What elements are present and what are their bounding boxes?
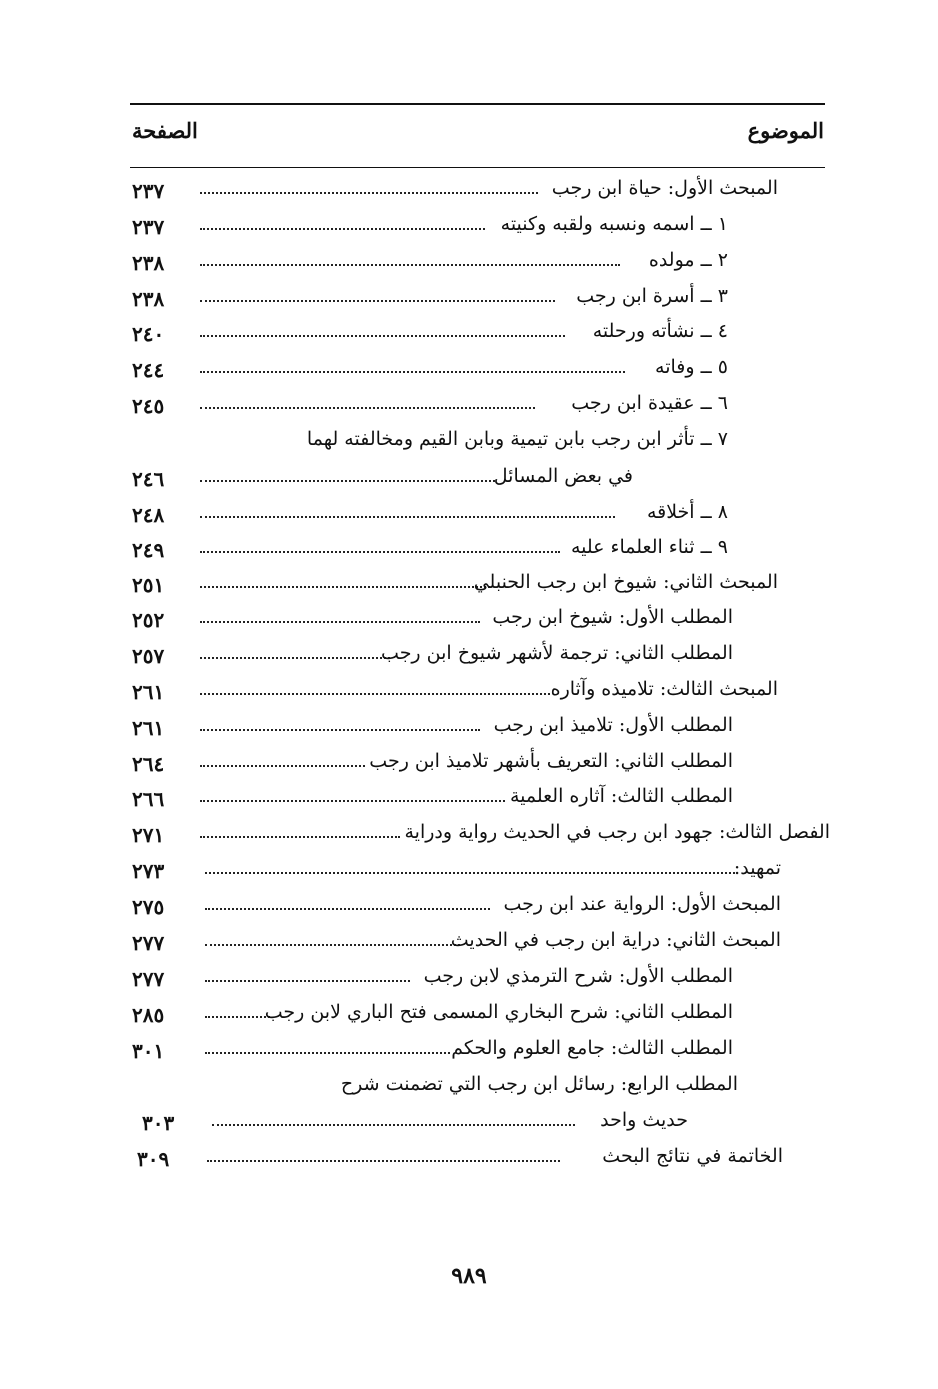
toc-entry-title: المطلب الثاني: ترجمة لأشهر شيوخ ابن رجب — [381, 642, 733, 664]
toc-page-number: ٢٣٧ — [132, 179, 165, 203]
toc-page-number: ٣٠٩ — [137, 1147, 170, 1171]
toc-entry — [0, 318, 938, 352]
toc-entry — [0, 640, 938, 674]
toc-leader — [200, 300, 555, 302]
toc-entry-title: ١ ــ اسمه ونسبه ولقبه وكنيته — [500, 213, 728, 235]
toc-entry-title: تمهيد: — [733, 857, 781, 879]
toc-leader — [205, 1016, 270, 1018]
toc-page-number: ٢٣٨ — [132, 251, 165, 275]
toc-entry — [0, 604, 938, 638]
toc-entry-title: الفصل الثالث: جهود ابن رجب في الحديث رواية ودراية — [404, 821, 830, 843]
toc-page-number: ٢٤٨ — [132, 503, 165, 527]
toc-page-number: ٢٧٥ — [132, 895, 165, 919]
toc-entry — [0, 855, 938, 889]
toc-entry — [0, 676, 938, 710]
toc-leader — [200, 335, 565, 337]
toc-entry-title: المبحث الأول: حياة ابن رجب — [551, 177, 778, 199]
toc-page-number: ٣٠١ — [132, 1039, 165, 1063]
toc-entry-title: المطلب الثالث: جامع العلوم والحكم — [451, 1037, 733, 1059]
toc-leader — [200, 657, 390, 659]
toc-entry-title: ٢ ــ مولده — [648, 249, 728, 271]
top-rule — [130, 103, 825, 105]
toc-entry — [0, 819, 938, 853]
toc-entry — [0, 1071, 938, 1105]
toc-entry-title: المطلب الثالث: آثاره العلمية — [509, 785, 733, 807]
toc-entry-title: المطلب الثاني: التعريف بأشهر تلاميذ ابن رجب — [369, 750, 733, 772]
toc-leader — [205, 872, 735, 874]
toc-page-number: ٢٧٣ — [132, 859, 165, 883]
toc-leader — [205, 944, 460, 946]
toc-entry — [0, 569, 938, 603]
toc-page-number: ٢٧٧ — [132, 967, 165, 991]
toc-leader — [200, 407, 535, 409]
toc-page-number: ٢٤٠ — [132, 322, 165, 346]
toc-leader — [212, 1124, 575, 1126]
toc-leader — [200, 480, 495, 482]
toc-leader — [200, 371, 625, 373]
toc-entry-title: المبحث الثالث: تلاميذه وآثاره — [550, 678, 778, 700]
toc-page-number: ٢٥١ — [132, 573, 165, 597]
toc-page-number: ٢٤٤ — [132, 358, 165, 382]
toc-entry — [0, 354, 938, 388]
toc-leader — [205, 980, 410, 982]
toc-entry — [0, 748, 938, 782]
toc-entry — [0, 783, 938, 817]
toc-entry — [0, 891, 938, 925]
toc-page-number: ٢٦٦ — [132, 787, 165, 811]
toc-entry-title: المطلب الأول: شرح الترمذي لابن رجب — [423, 965, 733, 987]
toc-entry-title: المطلب الأول: تلاميذ ابن رجب — [493, 714, 733, 736]
toc-entry-title: المطلب الرابع: رسائل ابن رجب التي تضمنت شرح — [340, 1073, 738, 1095]
page-column-header: الصفحة — [132, 118, 198, 143]
toc-entry-title: حديث واحد — [600, 1109, 688, 1131]
page-number: ٩٨٩ — [451, 1263, 487, 1289]
toc-entry-title: المبحث الأول: الرواية عند ابن رجب — [503, 893, 781, 915]
toc-page-number: ٢٦٤ — [132, 752, 165, 776]
toc-entry-title: المطلب الثاني: شرح البخاري المسمى فتح الباري لابن رجب — [264, 1001, 733, 1023]
topic-column-header: الموضوع — [747, 118, 824, 143]
toc-entry-title: المبحث الثاني: دراية ابن رجب في الحديث — [450, 929, 781, 951]
toc-page-number: ٣٠٣ — [142, 1111, 175, 1135]
toc-leader — [200, 192, 538, 194]
toc-leader — [205, 908, 490, 910]
toc-entry-title: ٦ ــ عقيدة ابن رجب — [571, 392, 728, 414]
toc-entry — [0, 247, 938, 281]
toc-leader — [200, 551, 560, 553]
toc-entry — [0, 463, 938, 497]
toc-leader — [200, 800, 505, 802]
toc-page-number: ٢٣٧ — [132, 215, 165, 239]
toc-page-number: ٢٥٧ — [132, 644, 165, 668]
toc-page-number: ٢٤٦ — [132, 467, 165, 491]
toc-leader — [200, 836, 400, 838]
toc-leader — [200, 621, 480, 623]
toc-entry-title: ٥ ــ وفاته — [655, 356, 728, 378]
toc-entry — [0, 283, 938, 317]
toc-leader — [200, 264, 620, 266]
toc-entry — [0, 712, 938, 746]
toc-leader — [207, 1160, 560, 1162]
toc-entry-title: الخاتمة في نتائج البحث — [602, 1145, 783, 1167]
toc-page-number: ٢٧٧ — [132, 931, 165, 955]
toc-leader — [200, 516, 615, 518]
toc-entry — [0, 426, 938, 460]
toc-page-number: ٢٤٥ — [132, 394, 165, 418]
toc-entry — [0, 534, 938, 568]
toc-entry-title: في بعض المسائل — [493, 465, 633, 487]
toc-entry-title: ٨ ــ أخلاقه — [646, 501, 728, 523]
toc-entry — [0, 963, 938, 997]
toc-page-number: ٢٥٢ — [132, 608, 165, 632]
toc-leader — [200, 729, 480, 731]
toc-entry-title: ٧ ــ تأثر ابن رجب بابن تيمية وبابن القيم ومخالفته لهما — [306, 428, 728, 450]
toc-leader — [200, 693, 550, 695]
toc-entry — [0, 1143, 938, 1177]
toc-entry — [0, 175, 938, 209]
toc-entry-title: ٣ ــ أسرة ابن رجب — [576, 285, 728, 307]
toc-page-number: ٢٨٥ — [132, 1003, 165, 1027]
toc-leader — [205, 1052, 450, 1054]
toc-entry — [0, 1107, 938, 1141]
toc-page-number: ٢٣٨ — [132, 287, 165, 311]
toc-page-number: ٢٤٩ — [132, 538, 165, 562]
toc-leader — [200, 765, 365, 767]
toc-leader — [200, 586, 490, 588]
toc-entry — [0, 999, 938, 1033]
toc-page-number: ٢٧١ — [132, 823, 165, 847]
toc-entry — [0, 390, 938, 424]
toc-entry-title: المطلب الأول: شيوخ ابن رجب — [492, 606, 733, 628]
toc-page-number: ٢٦١ — [132, 680, 165, 704]
toc-page-number: ٢٦١ — [132, 716, 165, 740]
toc-entry — [0, 927, 938, 961]
toc-entry — [0, 1035, 938, 1069]
header-rule — [130, 167, 825, 168]
toc-entry — [0, 499, 938, 533]
toc-entry-title: ٩ ــ ثناء العلماء عليه — [570, 536, 728, 558]
toc-entry-title: ٤ ــ نشأته ورحلته — [592, 320, 728, 342]
toc-entry-title: المبحث الثاني: شيوخ ابن رجب الحنبلي — [473, 571, 778, 593]
toc-entry — [0, 211, 938, 245]
toc-leader — [200, 228, 485, 230]
